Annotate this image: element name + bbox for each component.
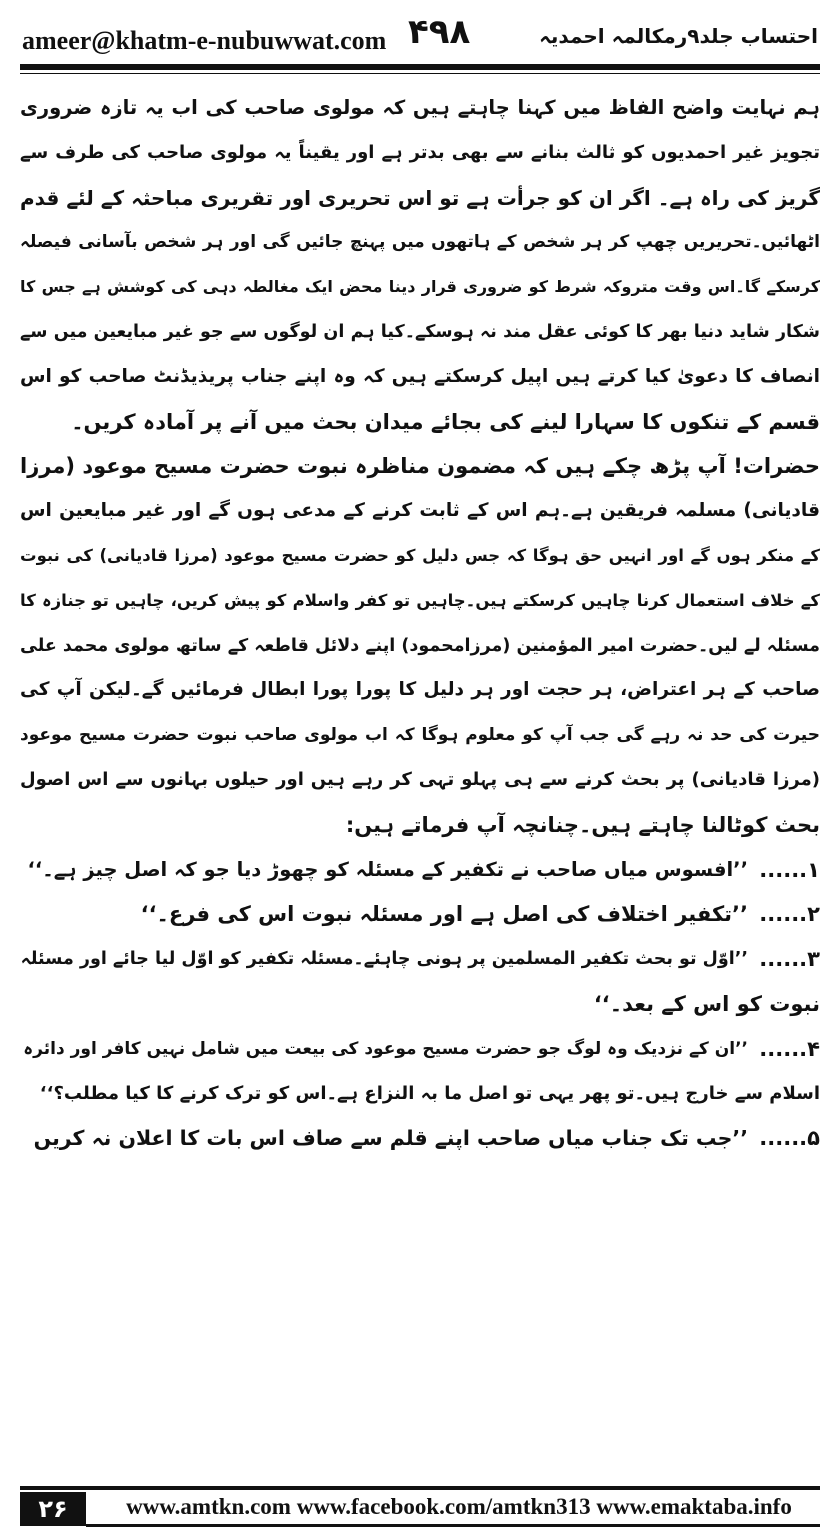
header-rule-thin — [20, 73, 820, 74]
page-header — [22, 8, 818, 60]
quote-list — [20, 848, 820, 1162]
text-line: صاحب کے ہر اعتراض، ہر حجت اور ہر دلیل کا پورا پورا ابطال فرمائیں گے۔لیکن آپ کی — [20, 679, 820, 701]
quote-item-5 — [20, 1116, 820, 1161]
quote-text: ’’اوّل تو بحث تکفیر المسلمین پر ہونی چاہئے۔مسئلہ تکفیر کو اوّل لیا جائے اور مسئلہ — [20, 949, 748, 970]
text-line: تجویز غیر احمدیوں کو ثالث بنانے سے بھی بدتر ہے اور یقیناً یہ مولوی صاحب کی طرف سے — [20, 141, 820, 163]
text-line: کرسکے گا۔اس وقت متروکہ شرط کو ضروری قرار دینا محض ایک مغالطہ دہی کی کوشش ہے جس کا — [20, 277, 820, 297]
footer-rule — [20, 1486, 820, 1490]
quote-continuation: اسلام سے خارج ہیں۔تو پھر یہی تو اصل ما بہ النزاع ہے۔اس کو ترک کرنے کا کیا مطلب؟‘‘ — [39, 1082, 820, 1104]
paragraph-1 — [20, 86, 820, 444]
text-line: کے خلاف استعمال کرنا چاہیں کرسکتے ہیں۔چاہیں تو کفر واسلام کو پیش کریں، چاہیں تو جنازہ کا — [20, 590, 820, 610]
quote-number: ۱...... — [759, 857, 820, 882]
header-page-number: ۴۹۸ — [408, 12, 471, 52]
text-line: گریز کی راہ ہے۔ اگر ان کو جرأت ہے تو اس تحریری اور تقریری مباحثہ کے لئے قدم — [20, 185, 820, 210]
text-line: قسم کے تنکوں کا سہارا لینے کی بجائے میدان بحث میں آنے پر آمادہ کریں۔ — [71, 409, 820, 434]
quote-number: ۵...... — [759, 1126, 820, 1151]
quote-item-4 — [20, 1027, 820, 1072]
text-line: قادیانی) مسلمہ فریقین ہے۔ہم اس کے ثابت کرنے کے مدعی ہوں گے اور غیر مبایعین اس — [20, 500, 820, 522]
footer-links: www.amtkn.com www.facebook.com/amtkn313 www.emaktaba.info — [126, 1494, 792, 1519]
quote-text: ’’افسوس میاں صاحب نے تکفیر کے مسئلہ کو چھوڑ دیا جو کہ اصل چیز ہے۔‘‘ — [27, 857, 748, 881]
quote-text: ’’جب تک جناب میاں صاحب اپنے قلم سے صاف اس بات کا اعلان نہ کریں — [33, 1126, 748, 1151]
footer-page-number: ۲۶ — [20, 1492, 86, 1526]
header-rule-thick — [20, 64, 820, 70]
page-body — [20, 86, 820, 1478]
paragraph-2 — [20, 444, 820, 847]
quote-item-1 — [20, 848, 820, 893]
text-line: انصاف کا دعویٰ کیا کرتے ہیں اپیل کرسکتے ہیں کہ وہ اپنے جناب پریذیڈنٹ صاحب کو اس — [20, 365, 820, 387]
quote-number: ۲...... — [759, 902, 820, 927]
text-line: حضرات! آپ پڑھ چکے ہیں کہ مضمون مناظرہ نبوت حضرت مسیح موعود (مرزا — [20, 454, 820, 479]
text-line: بحث کوٹالنا چاہتے ہیں۔چنانچہ آپ فرماتے ہیں: — [345, 812, 820, 837]
header-title: احتساب جلد۹رمکالمہ احمدیہ — [539, 24, 818, 48]
quote-number: ۳...... — [759, 947, 820, 972]
quote-number: ۴...... — [759, 1036, 820, 1061]
footer-rule-bottom — [86, 1524, 820, 1527]
quote-continuation: نبوت کو اس کے بعد۔‘‘ — [593, 991, 820, 1016]
text-line: حیرت کی حد نہ رہے گی جب آپ کو معلوم ہوگا کہ اب مولوی صاحب نبوت حضرت مسیح موعود — [20, 725, 820, 746]
page-footer — [20, 1486, 820, 1526]
text-line: شکار شاید دنیا بھر کا کوئی عقل مند نہ ہوسکے۔کیا ہم ان لوگوں سے جو غیر مبایعین میں سے — [20, 321, 820, 342]
quote-item-2 — [20, 892, 820, 937]
quote-item-3 — [20, 937, 820, 982]
text-line: کے منکر ہوں گے اور انہیں حق ہوگا کہ جس دلیل کو حضرت مسیح موعود (مرزا قادیانی) کی نبوت — [20, 545, 820, 565]
text-line: اٹھائیں۔تحریریں چھپ کر ہر شخص کے ہاتھوں میں پہنچ جائیں گی اور ہر شخص بآسانی فیصلہ — [20, 232, 820, 253]
quote-text: ’’تکفیر اختلاف کی اصل ہے اور مسئلہ نبوت اس کی فرع۔‘‘ — [140, 902, 748, 927]
text-line: ہم نہایت واضح الفاظ میں کہنا چاہتے ہیں کہ مولوی صاحب کی اب یہ تازہ ضروری — [20, 96, 820, 119]
text-line: (مرزا قادیانی) پر بحث کرنے سے ہی پہلو تہی کر رہے ہیں اور حیلوں بہانوں سے اس اصول — [20, 768, 820, 790]
header-email: ameer@khatm-e-nubuwwat.com — [22, 26, 387, 55]
quote-text: ’’ان کے نزدیک وہ لوگ جو حضرت مسیح موعود کی بیعت میں شامل نہیں کافر اور دائرہ — [23, 1038, 748, 1059]
text-line: مسئلہ لے لیں۔حضرت امیر المؤمنین (مرزامحمود) اپنے دلائل قاطعہ کے ساتھ مولوی محمد علی — [20, 635, 820, 656]
